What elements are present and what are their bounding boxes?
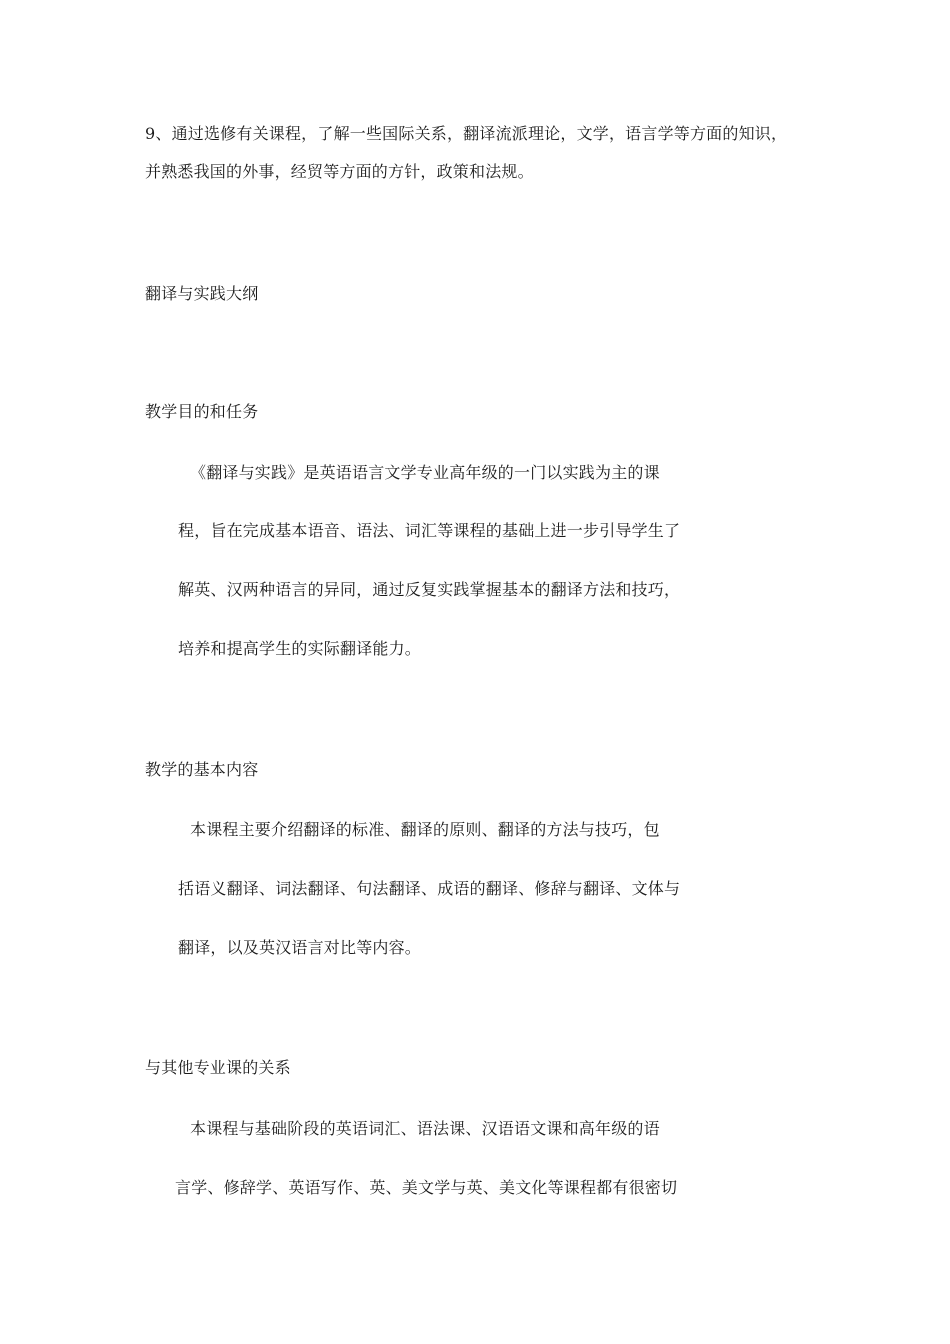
intro-line-1: 9、通过选修有关课程，了解一些国际关系，翻译流派理论，文学，语言学等方面的知识，: [145, 124, 788, 143]
section-relations-line-2: 言学、修辞学、英语写作、英、美文学与英、美文化等课程都有很密切: [175, 1178, 678, 1197]
section-goals-line-3: 解英、汉两种语言的异同，通过反复实践掌握基本的翻译方法和技巧，: [178, 580, 681, 599]
section-content-line-1: 本课程主要介绍翻译的标准、翻译的原则、翻译的方法与技巧，包: [190, 820, 660, 839]
section-goals-line-2: 程，旨在完成基本语音、语法、词汇等课程的基础上进一步引导学生了: [178, 521, 681, 540]
section-content-line-3: 翻译，以及英汉语言对比等内容。: [178, 938, 422, 957]
section-goals-line-1: 《翻译与实践》是英语语言文学专业高年级的一门以实践为主的课: [190, 463, 660, 482]
section-content-line-2: 括语义翻译、词法翻译、句法翻译、成语的翻译、修辞与翻译、文体与: [178, 879, 681, 898]
section-heading-content: 教学的基本内容: [145, 760, 259, 779]
intro-line-2: 并熟悉我国的外事，经贸等方面的方针，政策和法规。: [145, 162, 534, 181]
section-goals-line-4: 培养和提高学生的实际翻译能力。: [178, 639, 422, 658]
section-relations-line-1: 本课程与基础阶段的英语词汇、语法课、汉语语文课和高年级的语: [190, 1119, 660, 1138]
section-heading-relations: 与其他专业课的关系: [145, 1058, 291, 1077]
document-title: 翻译与实践大纲: [145, 284, 259, 303]
section-heading-goals: 教学目的和任务: [145, 402, 259, 421]
